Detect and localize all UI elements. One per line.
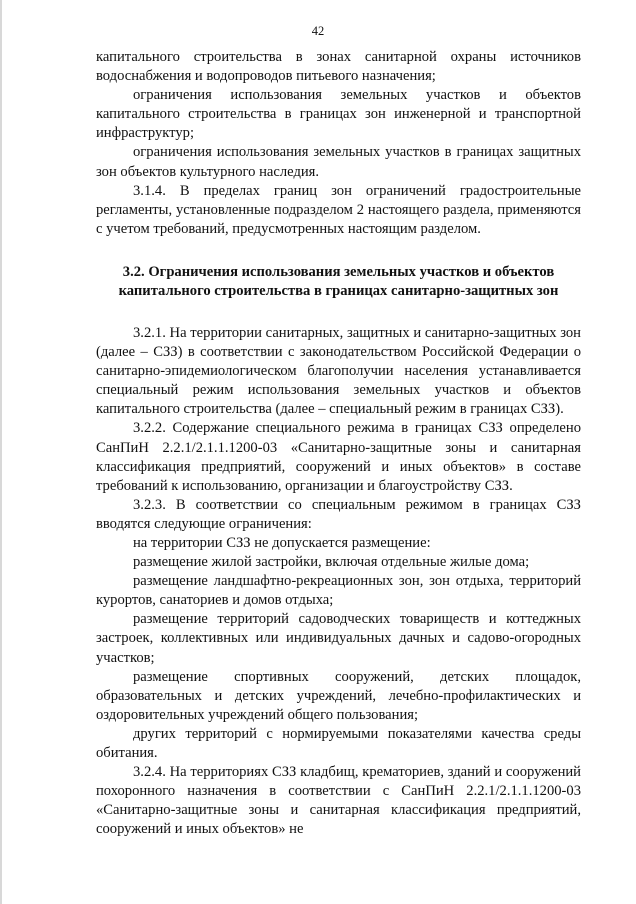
list-item-gardening: размещение территорий садоводческих товариществ и коттеджных застроек, коллективных или индивидуальных дачных и садово-огородных участков; — [96, 611, 581, 666]
paragraph-continuation: капитального строительства в зонах санитарной охраны источников водоснабжения и водопроводов питьевого назначения; — [96, 49, 581, 85]
list-item-sports-education: размещение спортивных сооружений, детских площадок, образовательных и детских учреждений, лечебно-профилактических и оздоровительных учреждений общего пользования; — [96, 668, 581, 723]
list-intro: на территории СЗЗ не допускается размещение: — [133, 534, 431, 551]
paragraph-3-2-3: 3.2.3. В соответствии со специальным режимом в границах СЗЗ вводятся следующие ограничения: — [96, 496, 581, 532]
paragraph-restriction-infrastructure: ограничения использования земельных участков и объектов капитального строительства в границах зон инженерной и транспортной инфраструктур; — [96, 87, 581, 142]
scan-edge — [0, 0, 2, 904]
page-content — [96, 48, 581, 839]
page-number: 42 — [311, 24, 325, 38]
paragraph-restriction-heritage: ограничения использования земельных участков в границах защитных зон объектов культурного наследия. — [96, 144, 581, 180]
section-heading-line-2: капитального строительства в границах санитарно-защитных зон — [118, 283, 559, 300]
paragraph-3-2-2: 3.2.2. Содержание специального режима в границах СЗЗ определено СанПиН 2.2.1/2.1.1.1200-03 «Санитарно-защитные зоны и санитарная классификация предприятий, сооружений и иных объектов» в составе требований к использованию, организации и благоустройству СЗЗ. — [96, 420, 581, 494]
list-item-recreation: размещение ландшафтно-рекреационных зон, зон отдыха, территорий курортов, санаториев и домов отдыха; — [96, 573, 581, 609]
section-heading-3-2 — [96, 263, 581, 302]
paragraph-3-2-1: 3.2.1. На территории санитарных, защитных и санитарно-защитных зон (далее – СЗЗ) в соответствии с законодательством Российской Федерации о санитарно-эпидемиологическом благополучии населения устанавливается специальный режим использования земельных участков и объектов капитального строительства (далее – специальный режим в границах СЗЗ). — [96, 324, 581, 418]
list-item-housing: размещение жилой застройки, включая отдельные жилые дома; — [133, 554, 530, 571]
paragraph-3-1-4: 3.1.4. В пределах границ зон ограничений градостроительные регламенты, установленные подразделом 2 настоящего раздела, применяются с учетом требований, предусмотренных настоящим разделом. — [96, 182, 581, 237]
list-item-other-territories: других территорий с нормируемыми показателями качества среды обитания. — [96, 725, 581, 761]
section-heading-line-1: 3.2. Ограничения использования земельных участков и объектов — [122, 263, 555, 280]
paragraph-3-2-4: 3.2.4. На территориях СЗЗ кладбищ, крематориев, зданий и сооружений похоронного назначения в соответствии с СанПиН 2.2.1/2.1.1.1200-03 «Санитарно-защитные зоны и санитарная классификация предприятий, сооружений и иных объектов» не — [96, 764, 581, 838]
